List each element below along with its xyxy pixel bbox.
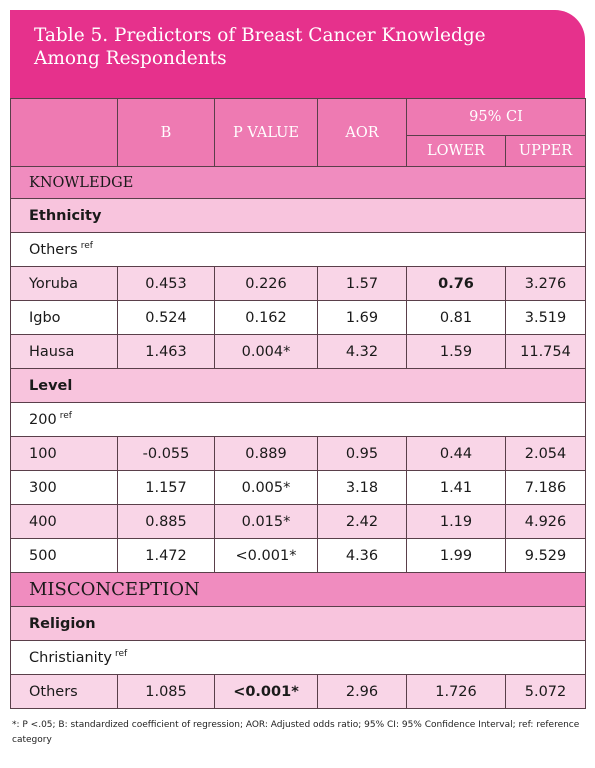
cell-aor: 0.95 xyxy=(318,437,407,471)
data-row xyxy=(11,335,586,369)
cell-b: 1.472 xyxy=(118,539,215,573)
subheader-label: Level xyxy=(11,369,586,403)
row-label: 300 xyxy=(11,471,118,505)
cell-p-value: 0.162 xyxy=(215,301,318,335)
reference-row xyxy=(11,233,586,267)
cell-aor: 2.42 xyxy=(318,505,407,539)
reference-marker: ref xyxy=(59,411,72,422)
cell-aor: 3.18 xyxy=(318,471,407,505)
subheader-label: Religion xyxy=(11,607,586,641)
header-lower: LOWER xyxy=(407,136,506,167)
cell-p-value: <0.001* xyxy=(215,675,318,709)
cell-upper: 9.529 xyxy=(506,539,586,573)
footnote: *: P <.05; B: standardized coefficient of regression; AOR: Adjusted odds ratio; 95% CI: 95% Confidence Interval; ref: reference category xyxy=(12,720,580,745)
reference-label: Others xyxy=(29,241,78,258)
row-label: Others xyxy=(11,675,118,709)
cell-lower: 1.41 xyxy=(407,471,506,505)
table-title-line2: Among Respondents xyxy=(34,48,227,69)
cell-aor: 4.36 xyxy=(318,539,407,573)
cell-aor: 1.57 xyxy=(318,267,407,301)
reference-cell xyxy=(11,403,586,437)
cell-upper: 5.072 xyxy=(506,675,586,709)
cell-lower: 0.76 xyxy=(407,267,506,301)
reference-label: 200 xyxy=(29,411,57,428)
row-label: Hausa xyxy=(11,335,118,369)
cell-upper: 2.054 xyxy=(506,437,586,471)
cell-lower: 1.19 xyxy=(407,505,506,539)
cell-aor: 2.96 xyxy=(318,675,407,709)
subheader-row xyxy=(11,369,586,403)
section-row xyxy=(11,167,586,199)
reference-label: Christianity xyxy=(29,649,112,666)
cell-lower: 1.59 xyxy=(407,335,506,369)
header-upper: UPPER xyxy=(506,136,586,167)
data-row xyxy=(11,471,586,505)
data-row xyxy=(11,301,586,335)
reference-marker: ref xyxy=(80,241,93,252)
subheader-label: Ethnicity xyxy=(11,199,586,233)
header-p-value: P VALUE xyxy=(215,99,318,167)
cell-p-value: 0.015* xyxy=(215,505,318,539)
header-empty-cell xyxy=(11,99,118,167)
cell-aor: 1.69 xyxy=(318,301,407,335)
row-label: Yoruba xyxy=(11,267,118,301)
cell-b: 0.885 xyxy=(118,505,215,539)
cell-b: 0.453 xyxy=(118,267,215,301)
cell-upper: 7.186 xyxy=(506,471,586,505)
data-row xyxy=(11,505,586,539)
cell-b: 1.157 xyxy=(118,471,215,505)
cell-upper: 3.276 xyxy=(506,267,586,301)
subheader-row xyxy=(11,199,586,233)
cell-upper: 4.926 xyxy=(506,505,586,539)
reference-row xyxy=(11,403,586,437)
cell-p-value: <0.001* xyxy=(215,539,318,573)
row-label: 400 xyxy=(11,505,118,539)
header-aor: AOR xyxy=(318,99,407,167)
cell-p-value: 0.889 xyxy=(215,437,318,471)
reference-cell xyxy=(11,233,586,267)
reference-row xyxy=(11,641,586,675)
subheader-row xyxy=(11,607,586,641)
row-label: 100 xyxy=(11,437,118,471)
data-row xyxy=(11,267,586,301)
cell-b: 1.463 xyxy=(118,335,215,369)
reference-marker: ref xyxy=(114,649,128,660)
table-title-line1: Table 5. Predictors of Breast Cancer Knowledge xyxy=(34,25,486,46)
cell-lower: 0.81 xyxy=(407,301,506,335)
cell-lower: 0.44 xyxy=(407,437,506,471)
cell-upper: 3.519 xyxy=(506,301,586,335)
cell-aor: 4.32 xyxy=(318,335,407,369)
cell-p-value: 0.005* xyxy=(215,471,318,505)
row-label: 500 xyxy=(11,539,118,573)
data-row xyxy=(11,675,586,709)
header-ci: 95% CI xyxy=(407,99,586,136)
data-row xyxy=(11,437,586,471)
table-title xyxy=(34,24,574,70)
header-row xyxy=(11,99,586,136)
cell-b: 1.085 xyxy=(118,675,215,709)
data-row xyxy=(11,539,586,573)
cell-upper: 11.754 xyxy=(506,335,586,369)
cell-b: -0.055 xyxy=(118,437,215,471)
cell-lower: 1.726 xyxy=(407,675,506,709)
cell-p-value: 0.004* xyxy=(215,335,318,369)
row-label: Igbo xyxy=(11,301,118,335)
section-label: MISCONCEPTION xyxy=(11,573,586,607)
cell-lower: 1.99 xyxy=(407,539,506,573)
cell-b: 0.524 xyxy=(118,301,215,335)
header-b: B xyxy=(118,99,215,167)
section-row xyxy=(11,573,586,607)
predictors-table xyxy=(10,98,586,709)
reference-cell xyxy=(11,641,586,675)
cell-p-value: 0.226 xyxy=(215,267,318,301)
section-label: KNOWLEDGE xyxy=(11,167,586,199)
